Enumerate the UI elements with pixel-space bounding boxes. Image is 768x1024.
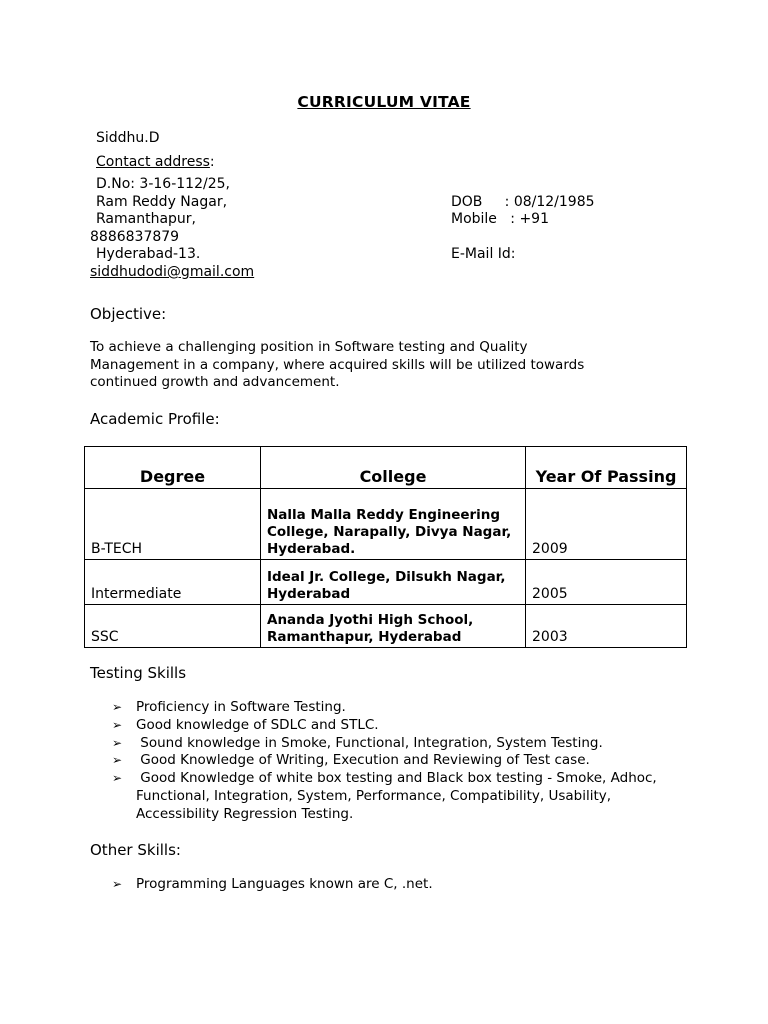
column-header-degree: Degree <box>85 447 261 489</box>
year-cell: 2005 <box>526 560 687 605</box>
contact-address-label: Contact address <box>96 154 210 170</box>
academic-table-header <box>85 447 687 489</box>
list-item-text: Proficiency in Software Testing. <box>136 699 346 715</box>
column-header-college: College <box>261 447 526 489</box>
mobile-field: Mobile : +91 <box>451 211 549 227</box>
dob-field: DOB : 08/12/1985 <box>451 194 595 210</box>
address-line-3: Ramanthapur, <box>96 211 196 227</box>
year-cell: 2009 <box>526 489 687 560</box>
list-item-text: Sound knowledge in Smoke, Functional, Integration, System Testing. <box>136 734 603 751</box>
page-title: CURRICULUM VITAE <box>297 93 471 111</box>
contact-address-heading <box>96 154 215 171</box>
list-item <box>112 699 672 717</box>
academic-profile-heading: Academic Profile: <box>90 410 220 428</box>
list-item-text: Good knowledge of SDLC and STLC. <box>136 716 379 733</box>
other-skills-heading: Other Skills: <box>90 841 181 859</box>
year-cell: 2003 <box>526 605 687 648</box>
list-item <box>112 717 672 735</box>
candidate-name: Siddhu.D <box>96 130 160 146</box>
address-line-2: Ram Reddy Nagar, <box>96 194 228 210</box>
address-city: Hyderabad-13. <box>96 246 201 262</box>
testing-skills-heading: Testing Skills <box>90 664 187 682</box>
column-header-year: Year Of Passing <box>526 447 687 489</box>
objective-line-1: To achieve a challenging position in Software testing and Quality <box>90 339 528 355</box>
degree-cell: Intermediate <box>85 560 261 605</box>
bullet-arrow-icon: ➢ <box>112 771 123 786</box>
contact-address-colon: : <box>209 154 215 170</box>
degree-cell: SSC <box>85 605 261 648</box>
bullet-arrow-icon: ➢ <box>112 717 123 732</box>
college-cell: Ananda Jyothi High School, Ramanthapur, Hyderabad <box>261 605 526 648</box>
bullet-arrow-icon: ➢ <box>112 700 123 714</box>
academic-table <box>84 446 687 648</box>
list-item-text: Good Knowledge of Writing, Execution and Reviewing of Test case. <box>136 752 590 769</box>
objective-line-2: Management in a company, where acquired skills will be utilized towards <box>90 356 585 373</box>
list-item-text: Good Knowledge of white box testing and Black box testing - Smoke, Adhoc, Functional, Integration, System, Performance, Compatibility, Usability, Accessibility Regression Testing. <box>136 770 662 822</box>
bullet-arrow-icon: ➢ <box>112 753 123 768</box>
bullet-arrow-icon: ➢ <box>112 877 123 891</box>
objective-line-3: continued growth and advancement. <box>90 374 340 390</box>
college-cell: Nalla Malla Reddy Engineering College, Narapally, Divya Nagar, Hyderabad. <box>261 489 526 560</box>
mobile-number-continuation: 8886837879 <box>90 229 180 245</box>
objective-heading: Objective: <box>90 305 167 323</box>
objective-text <box>90 339 690 392</box>
list-item <box>112 770 672 823</box>
address-line-1: D.No: 3-16-112/25, <box>96 176 230 192</box>
email-address[interactable]: siddhudodi@gmail.com <box>90 264 255 280</box>
list-item-text: Programming Languages known are C, .net. <box>136 876 433 892</box>
degree-cell: B-TECH <box>85 489 261 560</box>
list-item <box>112 876 672 894</box>
college-cell: Ideal Jr. College, Dilsukh Nagar, Hyderabad <box>261 560 526 605</box>
other-skills-list <box>112 876 672 894</box>
list-item <box>112 752 672 770</box>
email-field-label: E-Mail Id: <box>451 246 516 262</box>
list-item <box>112 735 672 753</box>
table-row <box>85 560 687 605</box>
table-row <box>85 605 687 648</box>
testing-skills-list <box>112 699 672 824</box>
bullet-arrow-icon: ➢ <box>112 735 123 750</box>
table-row <box>85 489 687 560</box>
